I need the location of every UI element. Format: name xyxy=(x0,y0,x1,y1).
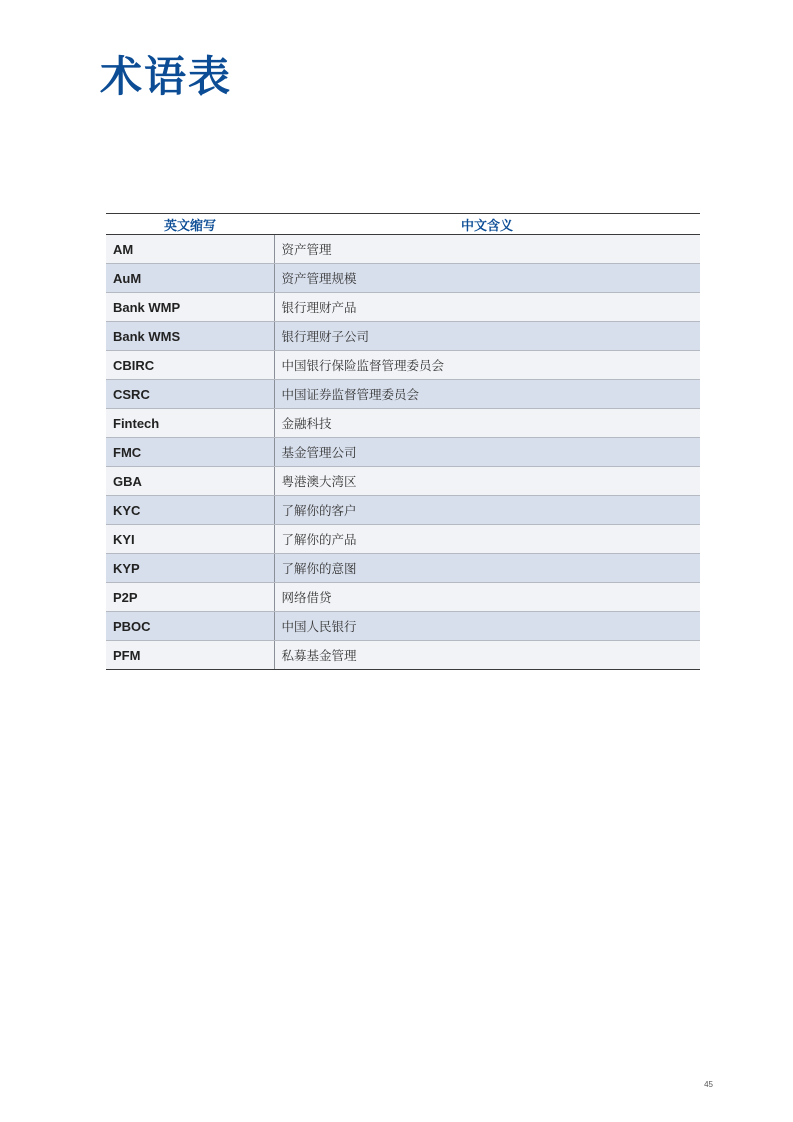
page-number: 45 xyxy=(704,1080,713,1089)
table-row xyxy=(106,583,700,612)
abbreviation-cell: FMC xyxy=(106,438,274,467)
meaning-cell: 了解你的产品 xyxy=(274,525,700,554)
table-row xyxy=(106,351,700,380)
table-row xyxy=(106,322,700,351)
table-row xyxy=(106,554,700,583)
table-row xyxy=(106,264,700,293)
abbreviation-cell: Bank WMP xyxy=(106,293,274,322)
meaning-cell: 中国银行保险监督管理委员会 xyxy=(274,351,700,380)
page-title: 术语表 xyxy=(100,52,233,101)
table-row xyxy=(106,235,700,264)
table-row xyxy=(106,380,700,409)
table-row xyxy=(106,641,700,670)
abbreviation-cell: Fintech xyxy=(106,409,274,438)
meaning-cell: 银行理财产品 xyxy=(274,293,700,322)
meaning-cell: 资产管理规模 xyxy=(274,264,700,293)
meaning-cell: 私募基金管理 xyxy=(274,641,700,670)
meaning-cell: 基金管理公司 xyxy=(274,438,700,467)
abbreviation-cell: P2P xyxy=(106,583,274,612)
abbreviation-cell: AuM xyxy=(106,264,274,293)
header-meaning: 中文含义 xyxy=(274,214,700,235)
abbreviation-cell: PBOC xyxy=(106,612,274,641)
table-row xyxy=(106,409,700,438)
table-row xyxy=(106,525,700,554)
meaning-cell: 了解你的客户 xyxy=(274,496,700,525)
abbreviation-cell: KYC xyxy=(106,496,274,525)
abbreviation-cell: PFM xyxy=(106,641,274,670)
table-row xyxy=(106,438,700,467)
table-row xyxy=(106,467,700,496)
meaning-cell: 中国人民银行 xyxy=(274,612,700,641)
meaning-cell: 网络借贷 xyxy=(274,583,700,612)
meaning-cell: 粤港澳大湾区 xyxy=(274,467,700,496)
abbreviation-cell: Bank WMS xyxy=(106,322,274,351)
table-row xyxy=(106,612,700,641)
table-row xyxy=(106,293,700,322)
abbreviation-cell: CBIRC xyxy=(106,351,274,380)
abbreviation-cell: KYP xyxy=(106,554,274,583)
header-abbreviation: 英文缩写 xyxy=(106,214,274,235)
abbreviation-cell: AM xyxy=(106,235,274,264)
abbreviation-cell: KYI xyxy=(106,525,274,554)
table-header-row xyxy=(106,214,700,235)
table-row xyxy=(106,496,700,525)
glossary-table xyxy=(106,213,700,670)
abbreviation-cell: CSRC xyxy=(106,380,274,409)
meaning-cell: 金融科技 xyxy=(274,409,700,438)
meaning-cell: 中国证券监督管理委员会 xyxy=(274,380,700,409)
meaning-cell: 了解你的意图 xyxy=(274,554,700,583)
meaning-cell: 资产管理 xyxy=(274,235,700,264)
meaning-cell: 银行理财子公司 xyxy=(274,322,700,351)
abbreviation-cell: GBA xyxy=(106,467,274,496)
